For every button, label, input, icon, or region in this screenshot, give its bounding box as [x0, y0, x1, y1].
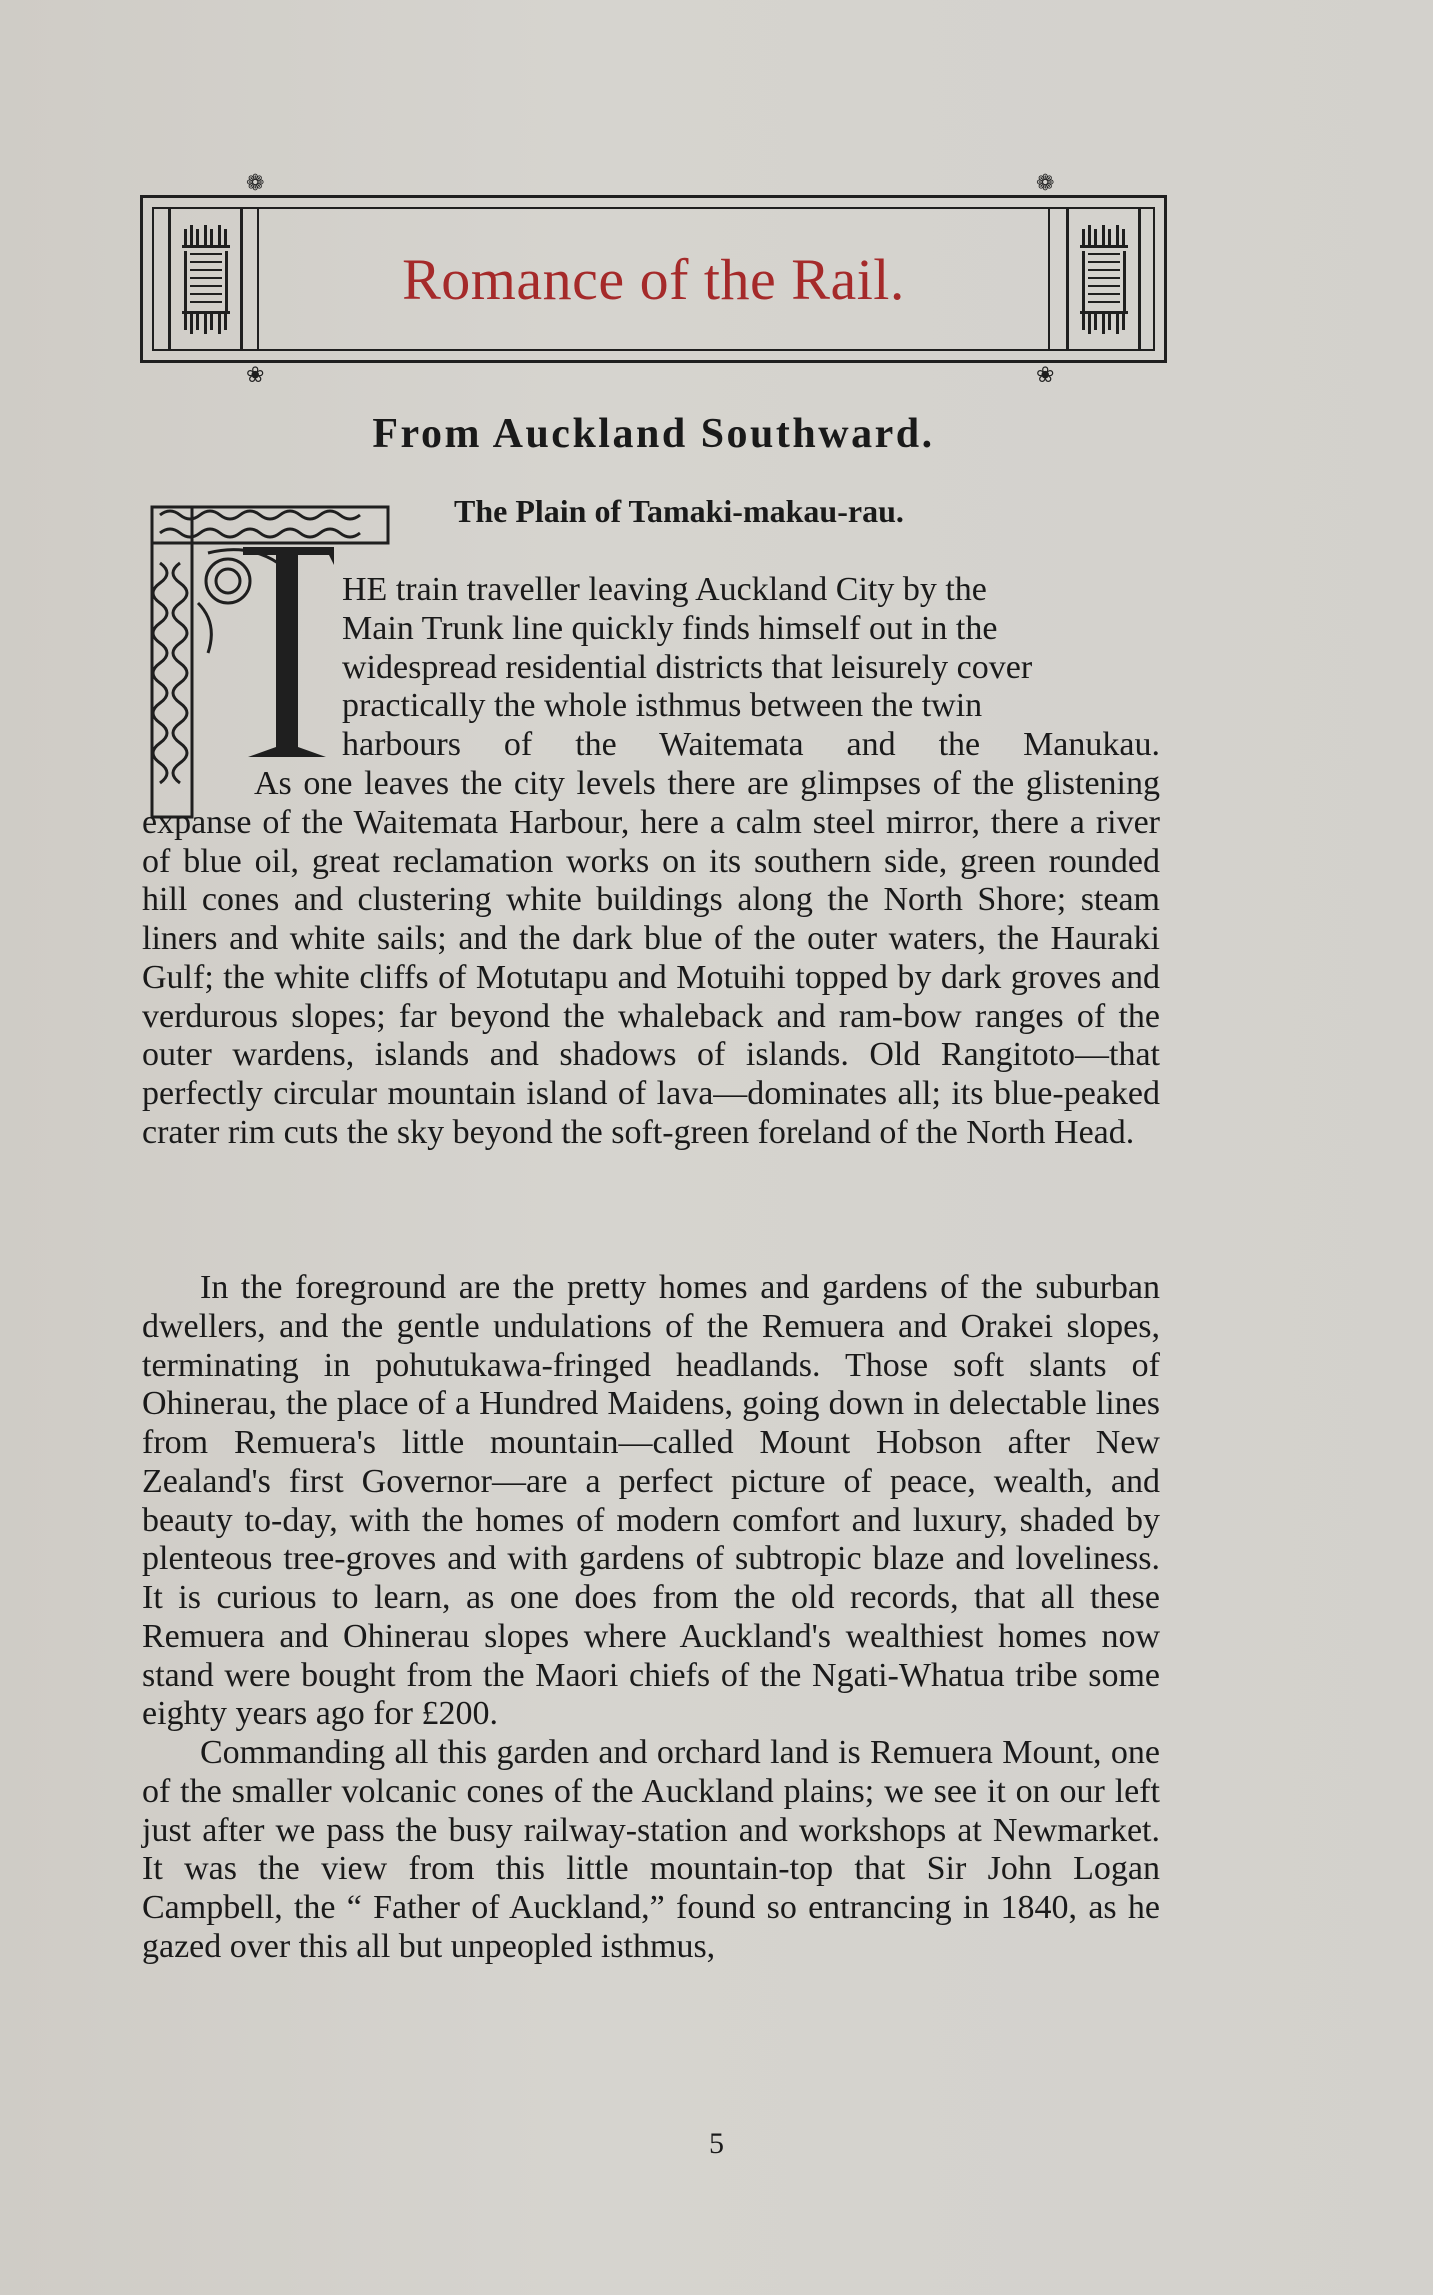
wrapped-line: HE train traveller leaving Auckland City by the — [342, 571, 987, 608]
wrapped-line: Main Trunk line quickly finds himself out in the — [342, 609, 998, 647]
wrapped-line: widespread residential districts that leisurely cover — [342, 648, 1033, 686]
chapter-title: Romance of the Rail. — [402, 246, 905, 312]
paragraph-1-continuation: As one leaves the city levels there are glimpses of the glistening expanse of the Waitemata Harbour, here a calm steel mirror, there a river of blue oil, great reclamation works on its southern side, green rounded hill cones and clustering white buildings along the North Shore; steam liners and white sails; and the dark blue of the outer waters, the Hauraki Gulf; the white cliffs of Motutapu and Motuihi topped by dark groves and verdurous slopes; far beyond the whaleback and ram-bow ranges of the outer wardens, islands and shadows of islands. Old Rangitoto—that perfectly circular mountain island of lava—dominates all; its blue-peaked crater rim cuts the sky beyond the soft-green foreland of the North Head. — [142, 765, 1160, 1151]
page-number: 5 — [709, 2127, 724, 2160]
paragraph-2: In the foreground are the pretty homes and gardens of the suburban dwellers, and the gentle undulations of the Remuera and Orakei slopes, terminating in pohutukawa-fringed headlands. Those soft slants of Ohinerau, the place of a Hundred Maidens, going down in delectable lines from Remuera's little mountain—called Mount Hobson after New Zealand's first Governor—are a perfect picture of peace, wealth, and beauty to-day, with the homes of modern comfort and luxury, shaded by plenteous tree-groves and with gardens of subtropic blaze and loveliness. It is curious to learn, as one does from the old records, that all these Remuera and Ohinerau slopes where Auckland's wealthiest homes now stand were bought from the Maori chiefs of the Ngati-Whatua tribe some eighty years ago for £200. — [142, 1269, 1160, 1733]
section-heading: From Auckland Southward. — [372, 411, 935, 457]
drop-cap-spacer — [142, 765, 254, 803]
left-panel-ornament — [152, 207, 259, 351]
wrapped-line: practically the whole isthmus between the twin — [342, 687, 983, 725]
right-panel-ornament — [1050, 207, 1157, 351]
body-text — [142, 765, 1160, 1153]
section-subheading: The Plain of Tamaki-makau-rau. — [454, 493, 904, 529]
body-text-lower — [142, 1269, 1160, 1967]
top-right-knot-ornament: ❁ — [1036, 170, 1055, 195]
header-left-panel — [152, 207, 259, 351]
paragraph-3: Commanding all this garden and orchard land is Remuera Mount, one of the smaller volcanic cones of the Auckland plains; we see it on our left just after we pass the busy railway-station and workshops at Newmarket. It was the view from this little mountain-top that Sir John Logan Campbell, the “ Father of Auckland,” found so entrancing in 1840, as he gazed over this all but unpeopled isthmus, — [142, 1734, 1160, 1965]
wrapped-line: harbours of the Waitemata and the Manukau. — [342, 726, 1160, 763]
header-right-panel — [1048, 207, 1155, 351]
top-left-knot-ornament: ❁ — [246, 170, 265, 195]
bottom-right-knot-ornament: ❀ — [1036, 362, 1055, 387]
bottom-left-knot-ornament: ❀ — [246, 362, 265, 387]
wrapped-opening-lines — [342, 571, 1160, 765]
